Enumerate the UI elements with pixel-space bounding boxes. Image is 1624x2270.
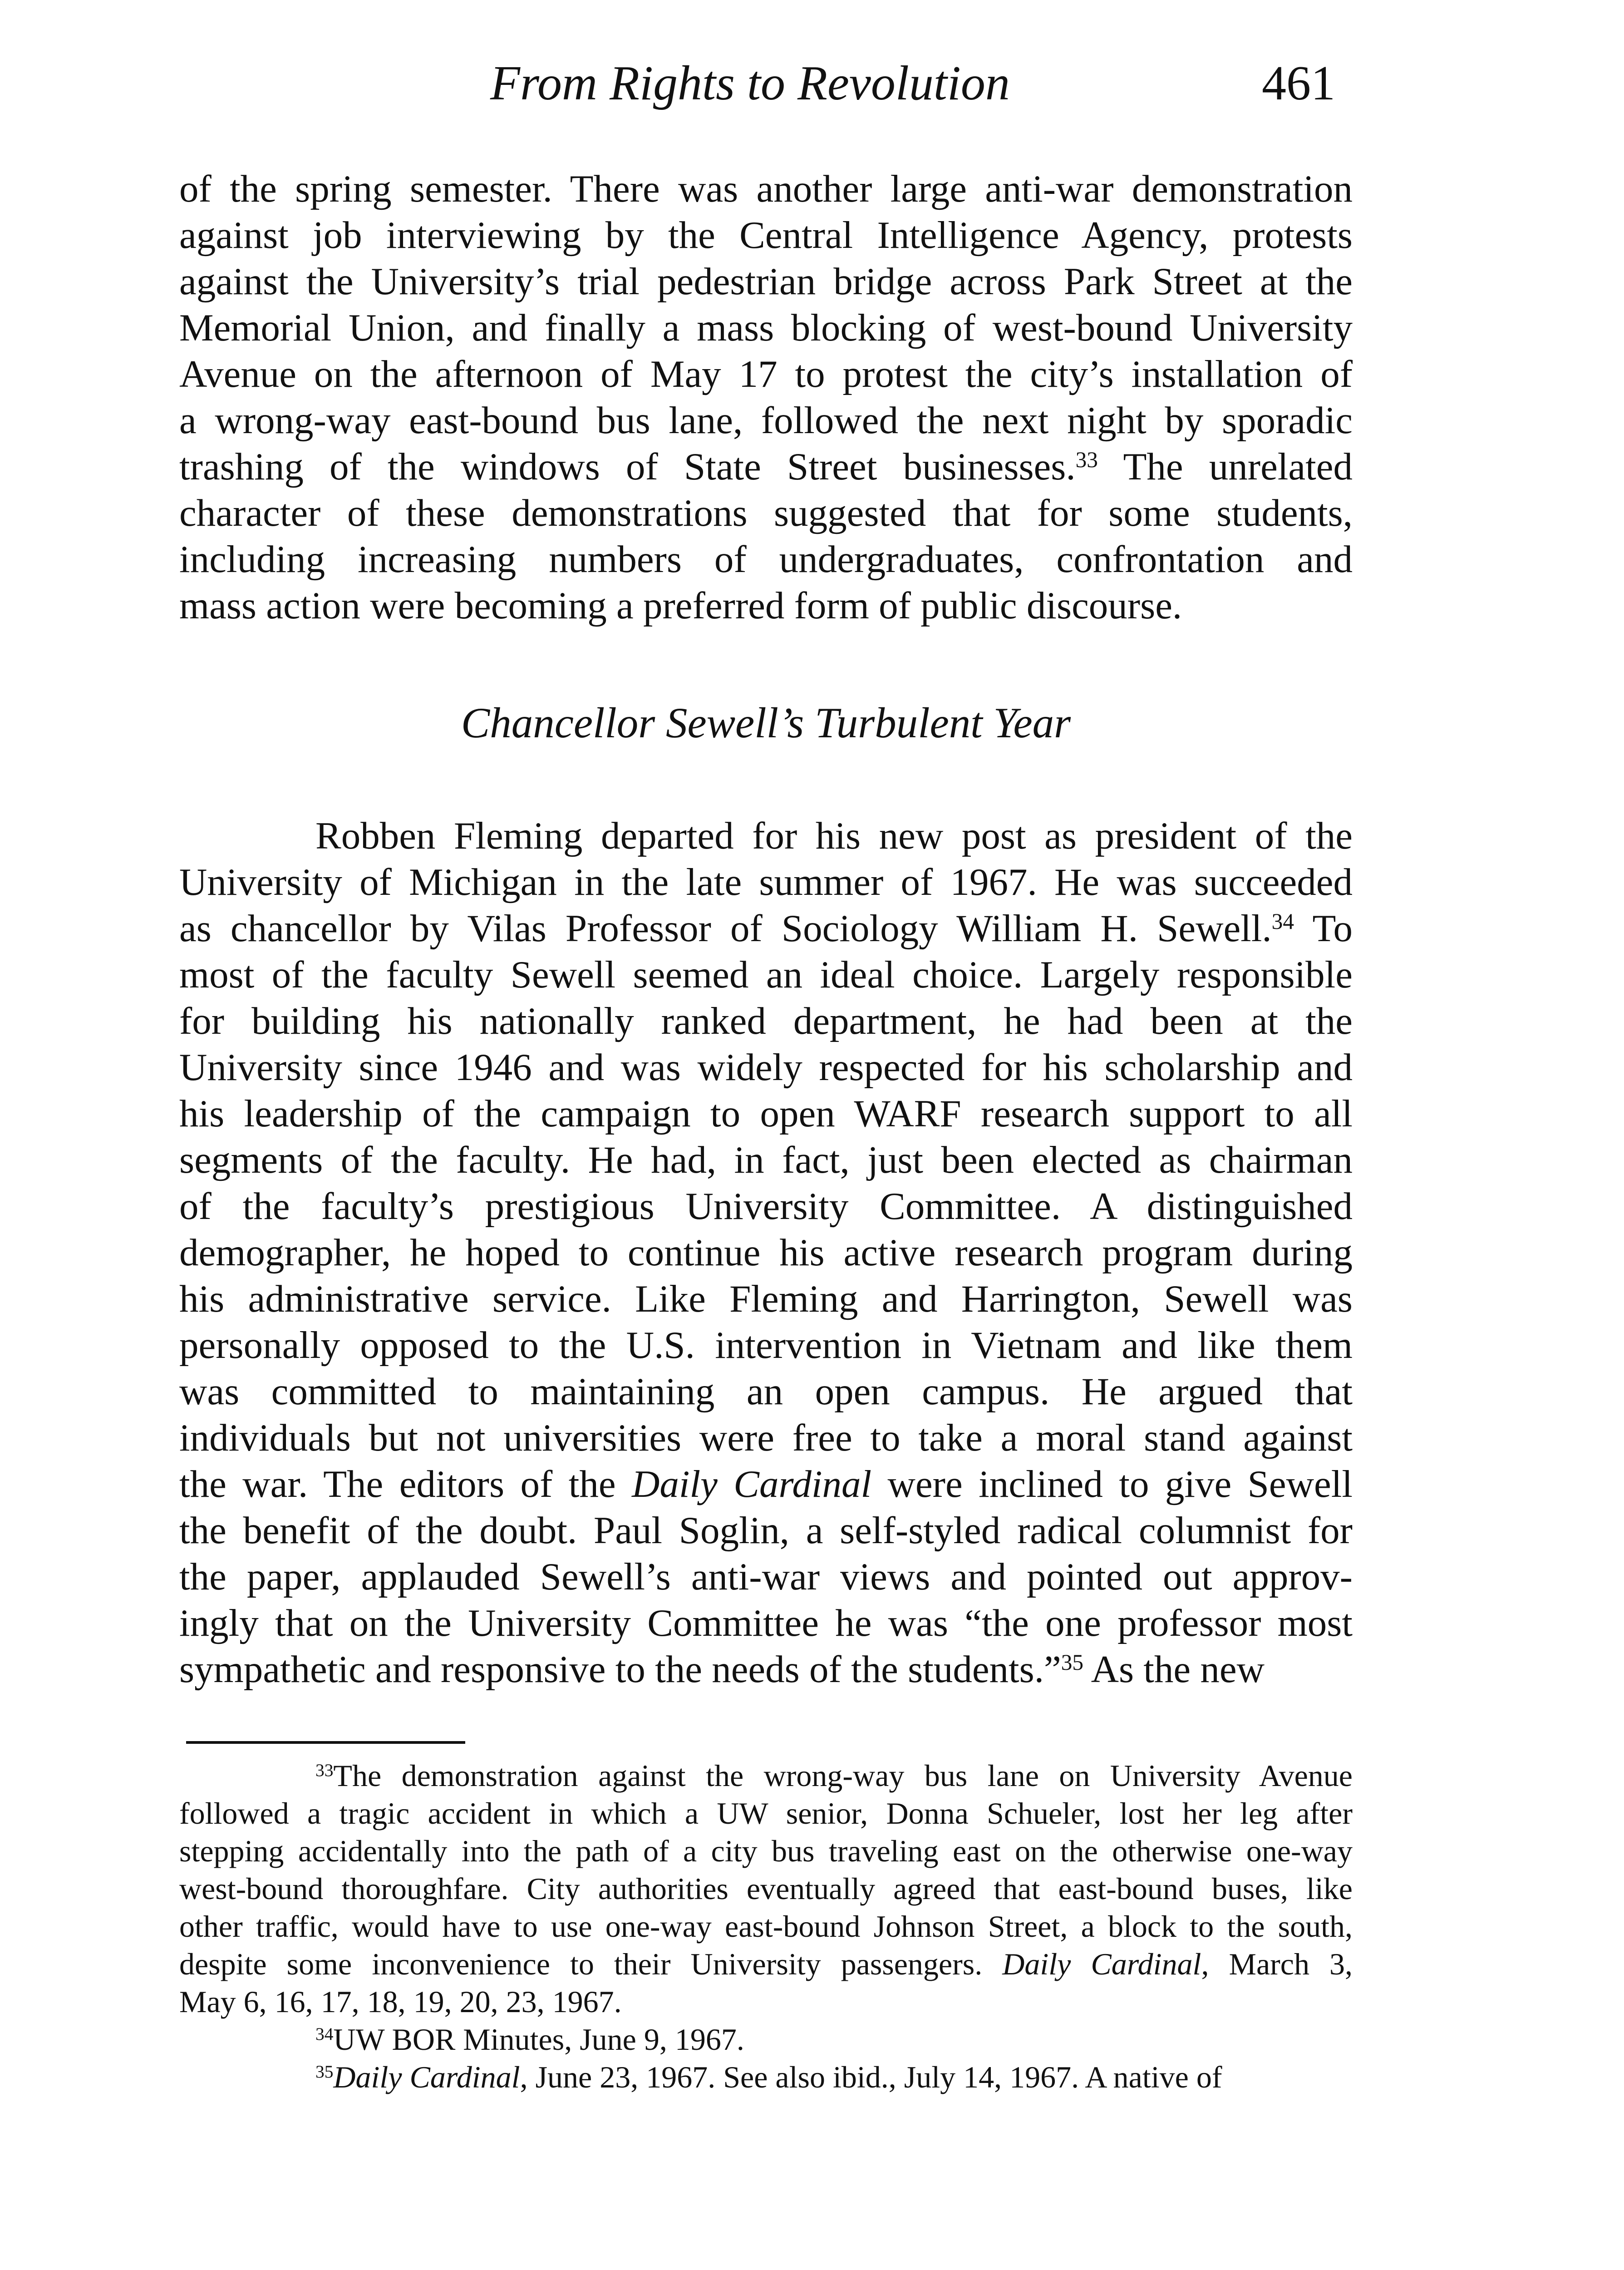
publication-title: Daily Cardinal [333,2060,520,2094]
text-line: individuals but not universities were free to take a moral stand against [179,1416,1353,1459]
paragraph-1 [179,166,1353,629]
footnote-ref-34: 34 [1271,908,1294,934]
text-line: including increasing numbers of undergraduates, confrontation and [179,538,1353,581]
footnotes [179,1757,1353,2096]
footnote-divider [186,1741,465,1744]
text-line: a wrong-way east-bound bus lane, followed the next night by sporadic [179,399,1353,442]
text-line: ingly that on the University Committee he was “the one professor most [179,1602,1353,1644]
publication-title: Daily Cardinal [631,1463,872,1505]
footnote-line: other traffic, would have to use one-way east-bound Johnson Street, a block to the south, [179,1909,1353,1944]
page-number: 461 [1262,56,1335,110]
footnote-ref-33: 33 [1075,447,1098,472]
text-line: mass action were becoming a preferred form of public discourse. [179,584,1182,627]
text-line: Avenue on the afternoon of May 17 to protest the city’s installation of [179,353,1353,395]
footnote-line: west-bound thoroughfare. City authorities eventually agreed that east-bound buses, like [179,1871,1353,1906]
text-line: University since 1946 and was widely respected for his scholarship and [179,1046,1353,1089]
text-line [179,1461,1353,1507]
section-heading: Chancellor Sewell’s Turbulent Year [461,699,1071,747]
footnote-marker: 33 [315,1760,334,1781]
footnote-line: stepping accidentally into the path of a city bus traveling east on the otherwise one-way [179,1834,1353,1868]
text-line: for building his nationally ranked department, he had been at the [179,1000,1353,1042]
text-line [179,1646,1353,1693]
text-run: despite some inconvenience to their University passengers. [179,1947,1003,1981]
text-line: University of Michigan in the late summer of 1967. He was succeeded [179,861,1353,903]
footnote-ref-35: 35 [1061,1649,1084,1675]
text-line: character of these demonstrations suggested that for some students, [179,492,1353,534]
text-line [179,444,1353,490]
text-run: as chancellor by Vilas Professor of Sociology William H. Sewell. [179,907,1272,950]
text-line: was committed to maintaining an open campus. He argued that [179,1370,1353,1413]
text-run: To [1294,907,1353,950]
footnote-35 [179,2058,1353,2096]
text-run: , June 23, 1967. See also ibid., July 14, 1967. A native of [520,2060,1222,2094]
text-line: his leadership of the campaign to open WARF research support to all [179,1092,1353,1135]
text-run: were inclined to give Sewell [871,1463,1353,1505]
footnote-line [179,1945,1353,1983]
text-line: of the faculty’s prestigious University Committee. A distinguished [179,1185,1353,1228]
text-line: Robben Fleming departed for his new post as president of the [315,814,1353,857]
footnote-line: May 6, 16, 17, 18, 19, 20, 23, 1967. [179,1984,622,2019]
text-line: against job interviewing by the Central Intelligence Agency, protests [179,214,1353,257]
paragraph-2 [179,813,1353,1693]
text-run: , March 3, [1201,1947,1353,1981]
text-line: most of the faculty Sewell seemed an ideal choice. Largely responsible [179,953,1353,996]
text-run: UW BOR Minutes, June 9, 1967. [333,2022,744,2057]
text-line: the paper, applauded Sewell’s anti-war views and pointed out approv- [179,1555,1353,1598]
text-line: Memorial Union, and finally a mass blocking of west-bound University [179,306,1353,349]
text-line: personally opposed to the U.S. intervention in Vietnam and like them [179,1324,1353,1367]
text-run: sympathetic and responsive to the needs of the students.” [179,1648,1061,1691]
text-line: segments of the faculty. He had, in fact, just been elected as chairman [179,1139,1353,1181]
text-run: As the new [1083,1648,1265,1691]
running-title: From Rights to Revolution [490,56,1010,110]
footnote-marker: 34 [315,2024,334,2044]
text-run: trashing of the windows of State Street businesses. [179,445,1076,488]
text-line: the benefit of the doubt. Paul Soglin, a self-styled radical columnist for [179,1509,1353,1552]
text-line: against the University’s trial pedestrian bridge across Park Street at the [179,260,1353,303]
footnote-line: followed a tragic accident in which a UW senior, Donna Schueler, lost her leg after [179,1796,1353,1831]
footnote-marker: 35 [315,2062,334,2082]
text-line: of the spring semester. There was another large anti-war demonstration [179,168,1353,210]
text-run: The unrelated [1097,445,1353,488]
text-run: The demonstration against the wrong-way bus lane on University Avenue [333,1758,1353,1793]
publication-title: Daily Cardinal [1002,1947,1201,1981]
text-line: demographer, he hoped to continue his active research program during [179,1231,1353,1274]
text-line [179,905,1353,952]
footnote-34 [179,2021,1353,2058]
text-line: his administrative service. Like Fleming and Harrington, Sewell was [179,1278,1353,1320]
footnote-33 [179,1757,1353,1795]
text-run: the war. The editors of the [179,1463,632,1505]
